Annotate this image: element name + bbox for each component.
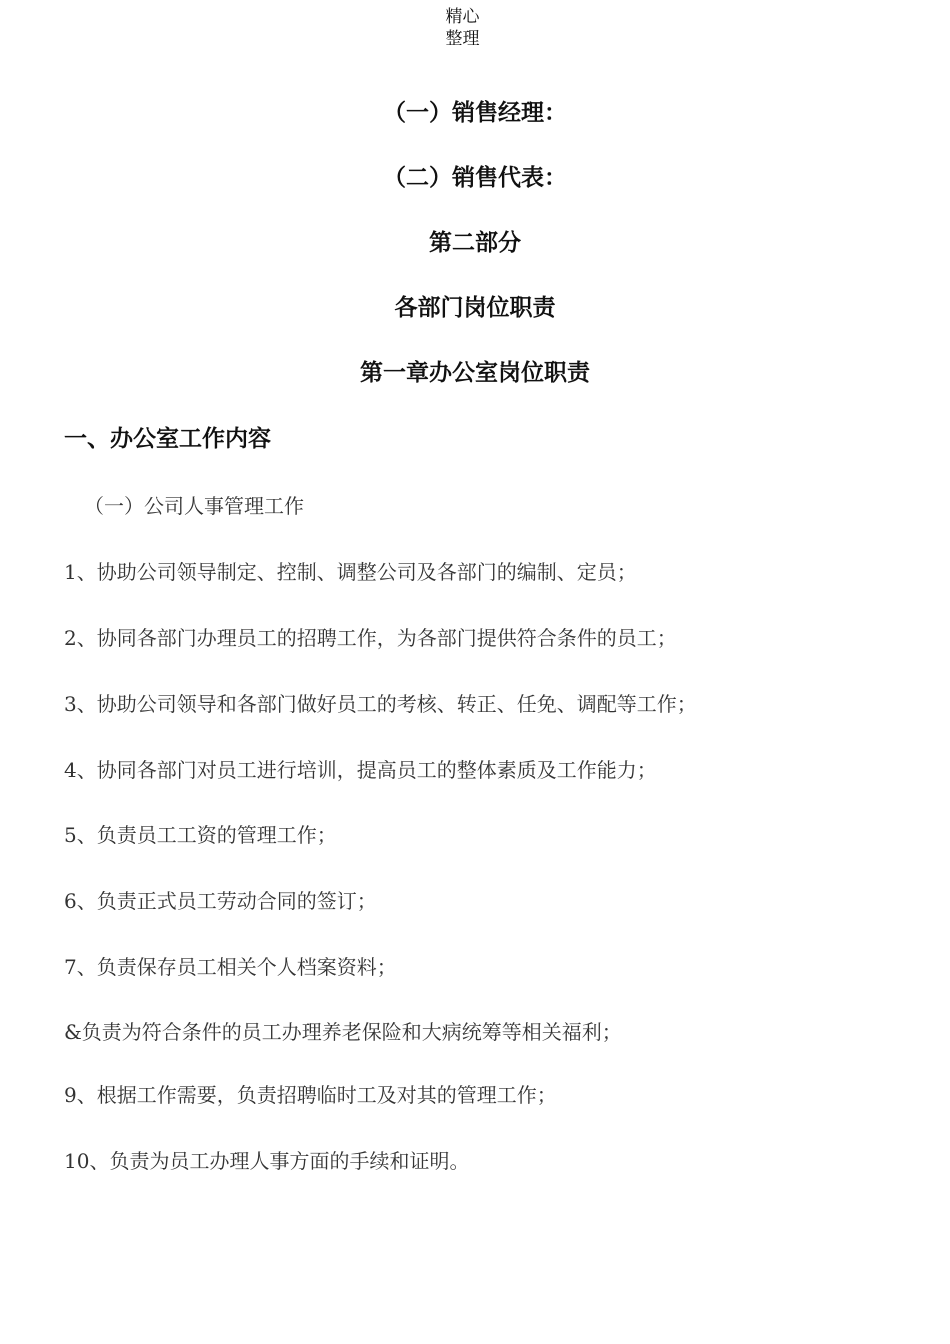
list-item: &负责为符合条件的员工办理养老保险和大病统筹等相关福利；	[64, 1020, 622, 1044]
section-title: 一、办公室工作内容	[64, 426, 271, 452]
heading-chapter-one: 第一章办公室岗位职责	[360, 360, 590, 386]
list-item: 6、负责正式员工劳动合同的签订；	[64, 889, 377, 913]
list-item: 5、负责员工工资的管理工作；	[64, 823, 337, 847]
heading-sales-representative: （二）销售代表：	[383, 165, 567, 191]
list-item: 7、负责保存员工相关个人档案资料；	[64, 955, 397, 979]
list-item: 4、协同各部门对员工进行培训，提高员工的整体素质及工作能力；	[64, 758, 657, 782]
heading-department-duties: 各部门岗位职责	[394, 295, 556, 321]
heading-part-two: 第二部分	[429, 230, 521, 256]
header-mark-line-1: 精心	[445, 7, 480, 27]
list-item: 2、协同各部门办理员工的招聘工作，为各部门提供符合条件的员工；	[64, 626, 677, 650]
list-item: 10、负责为员工办理人事方面的手续和证明。	[64, 1149, 470, 1173]
list-item: 9、根据工作需要，负责招聘临时工及对其的管理工作；	[64, 1083, 557, 1107]
header-mark-line-2: 整理	[445, 29, 480, 49]
list-item: 3、协助公司领导和各部门做好员工的考核、转正、任免、调配等工作；	[64, 692, 697, 716]
list-item: 1、协助公司领导制定、控制、调整公司及各部门的编制、定员；	[64, 560, 637, 584]
heading-sales-manager: （一）销售经理：	[383, 100, 567, 126]
subsection-title: （一）公司人事管理工作	[84, 494, 304, 518]
